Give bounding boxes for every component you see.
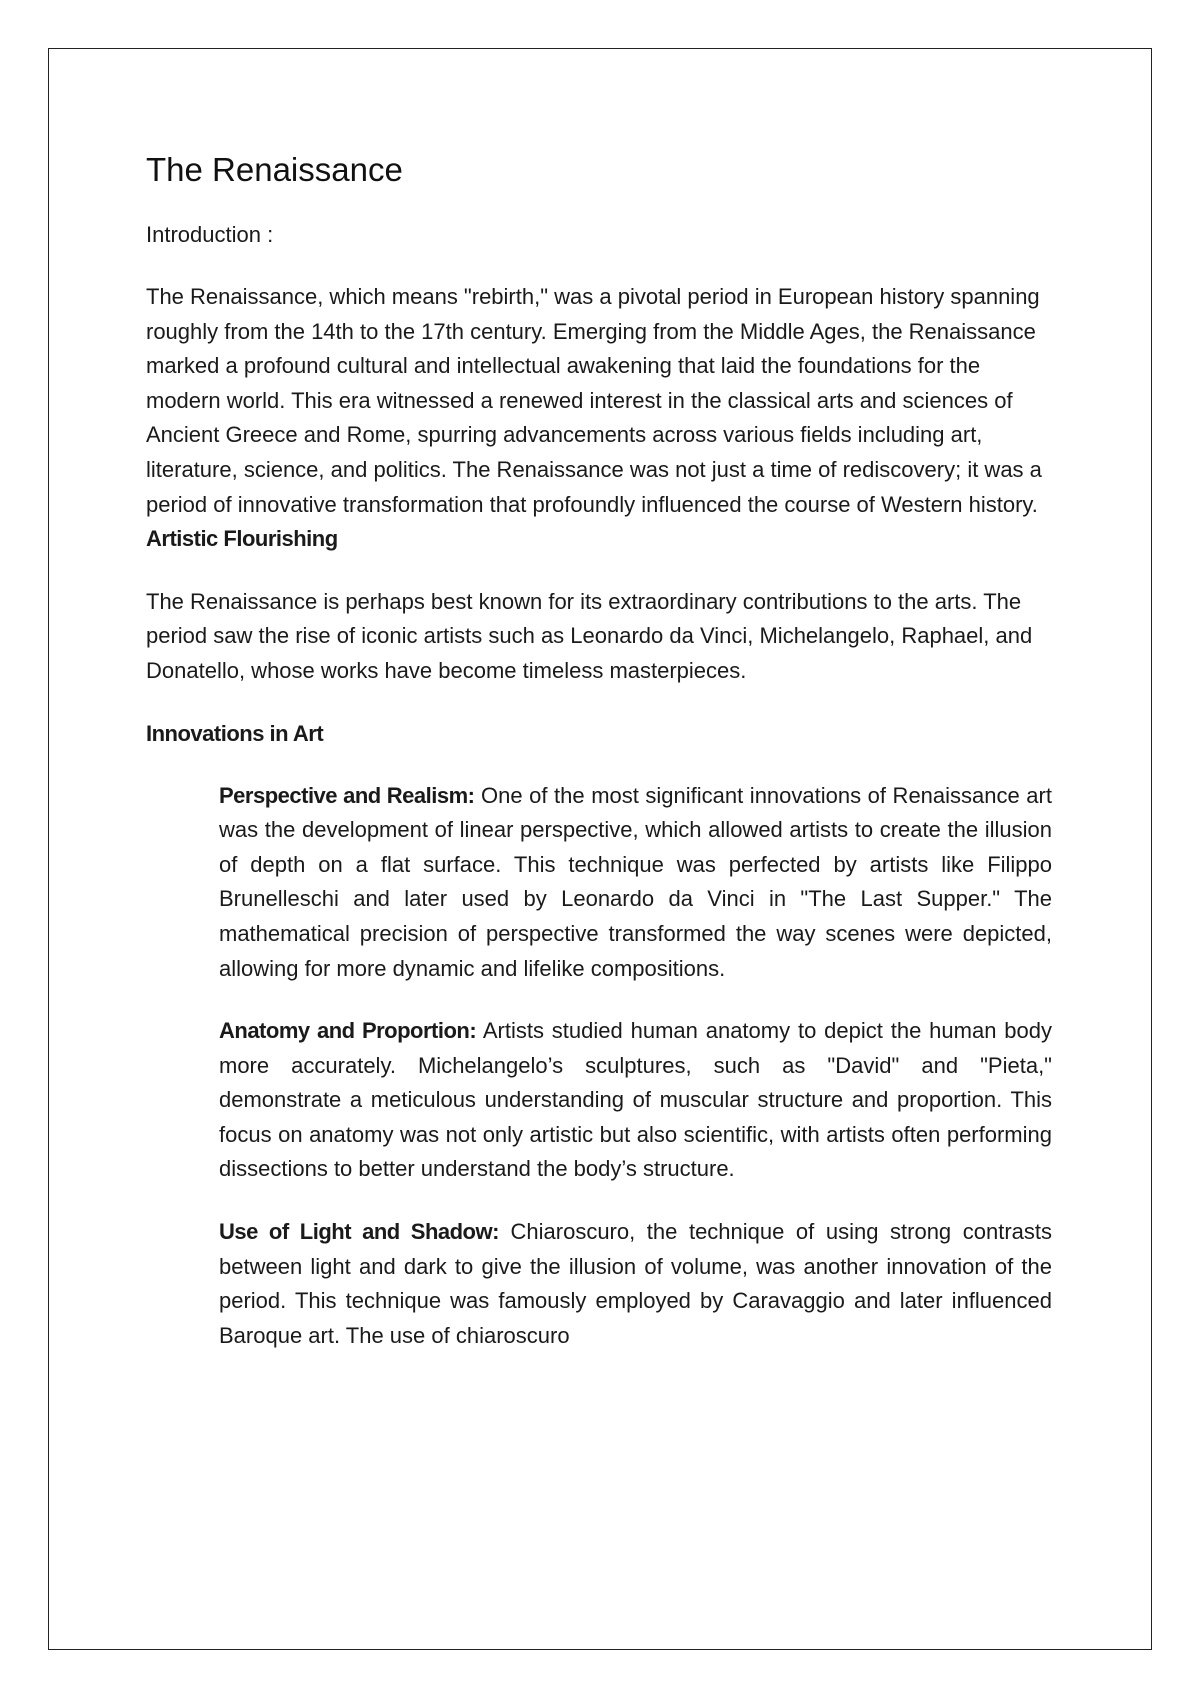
intro-label: Introduction : <box>146 222 274 247</box>
item-text: One of the most significant innovations of Renaissance art was the development of linear perspective, which allowed artists to create the illusion of depth on a flat surface. This technique was perfected by artists like Filippo Brunelleschi and later used by Leonardo da Vinci in "The Last Supper." The mathematical precision of perspective transformed the way scenes were depicted, allowing for more dynamic and lifelike compositions. <box>219 782 1052 981</box>
item-term: Use of Light and Shadow: <box>219 1219 499 1245</box>
item-term: Anatomy and Proportion: <box>219 1018 477 1044</box>
document-body <box>146 146 1052 1381</box>
item-perspective <box>219 779 1052 987</box>
item-text: Chiaroscuro, the technique of using strong contrasts between light and dark to give the illusion of volume, was another innovation of the period. This technique was famously employed by Caravaggio and later influenced Baroque art. The use of chiaroscuro <box>219 1219 1052 1348</box>
artistic-flourishing-heading: Artistic Flourishing <box>146 526 338 552</box>
item-anatomy <box>219 1014 1052 1187</box>
intro-paragraph <box>146 280 1052 557</box>
item-text: Artists studied human anatomy to depict the human body more accurately. Michelangelo’s sculptures, such as "David" and "Pieta," demonstrate a meticulous understanding of muscular structure and proportion. This focus on anatomy was not only artistic but also scientific, with artists often performing dissections to better understand the body’s structure. <box>219 1018 1052 1182</box>
item-term: Perspective and Realism: <box>219 782 475 808</box>
innovations-heading: Innovations in Art <box>146 720 324 746</box>
document-title: The Renaissance <box>146 151 403 188</box>
intro-paragraph-text: The Renaissance, which means "rebirth," was a pivotal period in European history spanning roughly from the 14th to the 17th century. Emerging from the Middle Ages, the Renaissance marked a profound cultural and intellectual awakening that laid the foundations for the modern world. This era witnessed a renewed interest in the classical arts and sciences of Ancient Greece and Rome, spurring advancements across various fields including art, literature, science, and politics. The Renaissance was not just a time of rediscovery; it was a period of innovative transformation that profoundly influenced the course of Western history. <box>146 284 1042 517</box>
artistic-paragraph: The Renaissance is perhaps best known for its extraordinary contributions to the arts. The period saw the rise of iconic artists such as Leonardo da Vinci, Michelangelo, Raphael, and Donatello, whose works have become timeless masterpieces. <box>146 588 1033 683</box>
item-light-shadow <box>219 1215 1052 1353</box>
